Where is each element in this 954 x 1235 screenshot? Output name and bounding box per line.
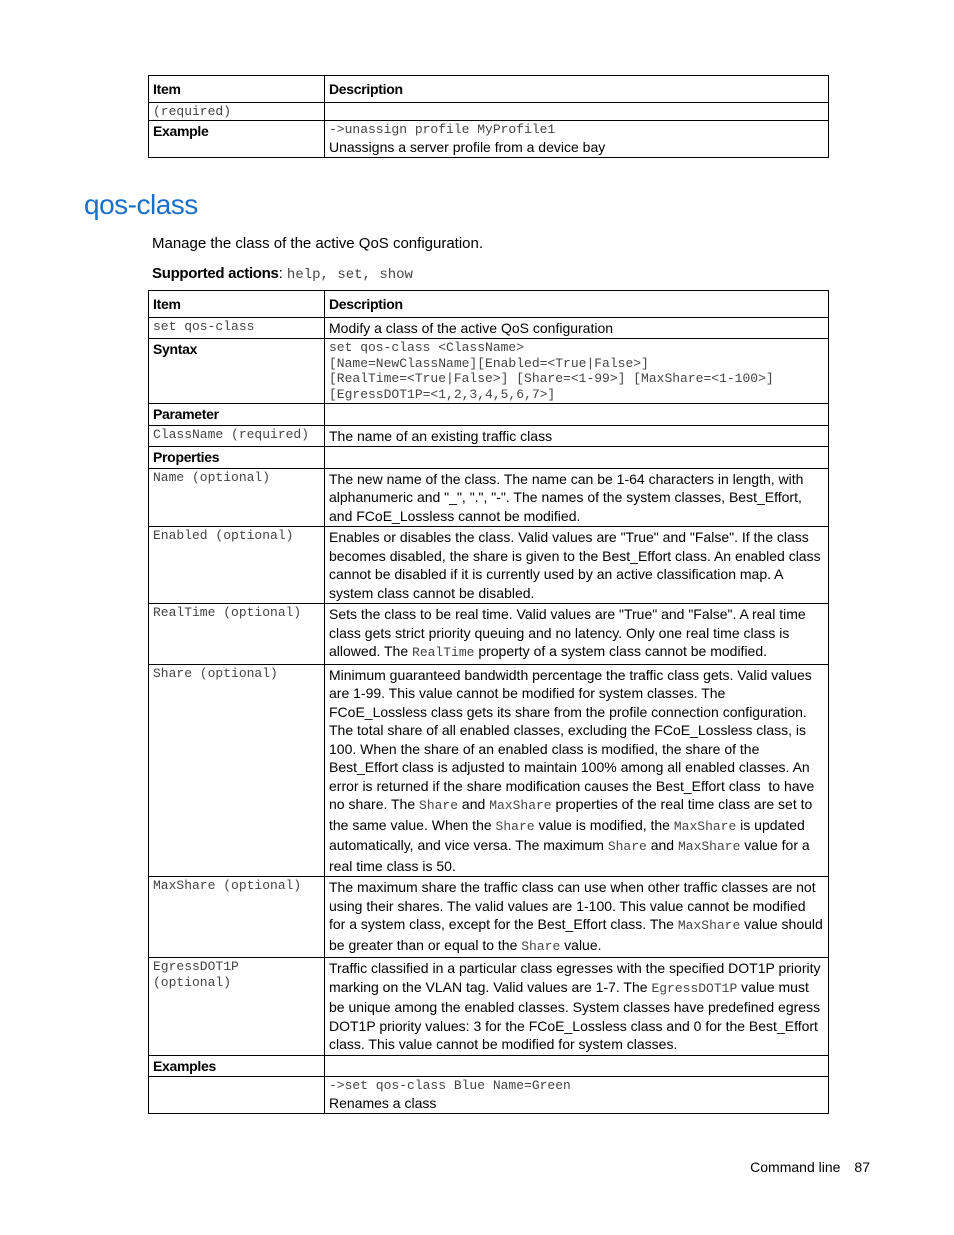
example-command: ->unassign profile MyProfile1 (329, 122, 556, 137)
item-cell: ClassName (required) (149, 425, 325, 447)
description-cell (325, 447, 829, 469)
table-header-row (149, 76, 829, 103)
header-item: Item (149, 76, 325, 103)
description-cell: set qos-class <ClassName> [Name=NewClassName][Enabled=<True|False>] [RealTime=<True|False>] [Share=<1-99>] [MaxShare=<1-100>] [EgressDOT1P=<1,2,3,4,5,6,7>] (325, 339, 829, 404)
description-cell: Sets the class to be real time. Valid values are "True" and "False". A real time class gets strict priority queuing and no latency. Only one real time class is allowed. The RealTime property of a system class cannot be modified. (325, 604, 829, 665)
item-cell: Parameter (149, 404, 325, 426)
example-description: Unassigns a server profile from a device bay (329, 138, 606, 155)
top-table (148, 75, 829, 158)
table-row (149, 425, 829, 447)
header-item: Item (149, 291, 325, 318)
description-cell: The new name of the class. The name can be 1-64 characters in length, with alphanumeric and "_", ".", "-". The names of the system classes, Best_Effort, and FCoE_Lossless cannot be modified. (325, 468, 829, 527)
table-row (149, 102, 829, 121)
table-row (149, 121, 829, 158)
page-number: 87 (854, 1159, 870, 1175)
item-cell: Syntax (149, 339, 325, 404)
description-cell (325, 404, 829, 426)
header-description: Description (325, 291, 829, 318)
table-row (149, 468, 829, 527)
description-cell: Modify a class of the active QoS configuration (325, 317, 829, 339)
item-cell: (required) (149, 102, 325, 121)
item-cell (149, 1077, 325, 1114)
item-cell: Example (149, 121, 325, 158)
table-row (149, 339, 829, 404)
header-description: Description (325, 76, 829, 103)
table-row (149, 958, 829, 1056)
description-cell: The name of an existing traffic class (325, 425, 829, 447)
table-row (149, 604, 829, 665)
table-row (149, 1055, 829, 1077)
item-cell: Name (optional) (149, 468, 325, 527)
table-row (149, 877, 829, 958)
item-cell: Share (optional) (149, 664, 325, 877)
description-cell: The maximum share the traffic class can use when other traffic classes are not using their shares. The valid values are 1-100. This value cannot be modified for a system class, except for the Best_Effort class. The MaxShare value should be greater than or equal to the Share value. (325, 877, 829, 958)
item-cell: set qos-class (149, 317, 325, 339)
footer-section: Command line (750, 1159, 841, 1175)
item-cell: RealTime (optional) (149, 604, 325, 665)
table-row (149, 527, 829, 604)
table-row (149, 447, 829, 469)
supported-actions-label: Supported actions (152, 265, 279, 282)
section-title: qos-class (84, 189, 198, 220)
description-cell: Traffic classified in a particular class egresses with the specified DOT1P priority marking on the VLAN tag. Valid values are 1-7. The EgressDOT1P value must be unique among the enabled classes. System classes have predefined egress DOT1P priority values: 3 for the FCoE_Lossless class and 0 for the Best_Effort class. This value cannot be modified for system classes. (325, 958, 829, 1056)
item-cell: Properties (149, 447, 325, 469)
description-cell: Minimum guaranteed bandwidth percentage the traffic class gets. Valid values are 1-99. This value cannot be modified for system classes. The FCoE_Lossless class gets its share from the profile connection configuration. The total share of all enabled classes, excluding the FCoE_Lossless class, is 100. When the share of an enabled class is modified, the share of the Best_Effort class is adjusted to maintain 100% among all enabled classes. An error is returned if the share modification causes the Best_Effort class to have no share. The Share and MaxShare properties of the real time class are set to the same value. When the Share value is modified, the MaxShare is updated automatically, and vice versa. The maximum Share and MaxShare value for a real time class is 50. (325, 664, 829, 877)
table-row (149, 664, 829, 877)
description-cell: Enables or disables the class. Valid values are "True" and "False". If the class becomes disabled, the share is given to the Best_Effort class. An enabled class cannot be disabled if it is currently used by an active classification map. A system class cannot be disabled. (325, 527, 829, 604)
page-footer (750, 1158, 870, 1176)
table-body (149, 317, 829, 1114)
description-cell (325, 102, 829, 121)
supported-actions: Supported actions: help, set, show (152, 265, 413, 283)
description-cell: ->set qos-class Blue Name=Green Renames a class (325, 1077, 829, 1114)
description-cell (325, 1055, 829, 1077)
item-cell: EgressDOT1P (optional) (149, 958, 325, 1056)
description-cell (325, 121, 829, 158)
supported-actions-values: help, set, show (286, 267, 413, 283)
item-cell: Examples (149, 1055, 325, 1077)
item-cell: MaxShare (optional) (149, 877, 325, 958)
item-cell: Enabled (optional) (149, 527, 325, 604)
section-intro: Manage the class of the active QoS configuration. (152, 235, 484, 252)
table-row (149, 1077, 829, 1114)
qos-class-table (148, 290, 829, 1114)
table-row (149, 404, 829, 426)
table-row (149, 317, 829, 339)
table-header-row (149, 291, 829, 318)
